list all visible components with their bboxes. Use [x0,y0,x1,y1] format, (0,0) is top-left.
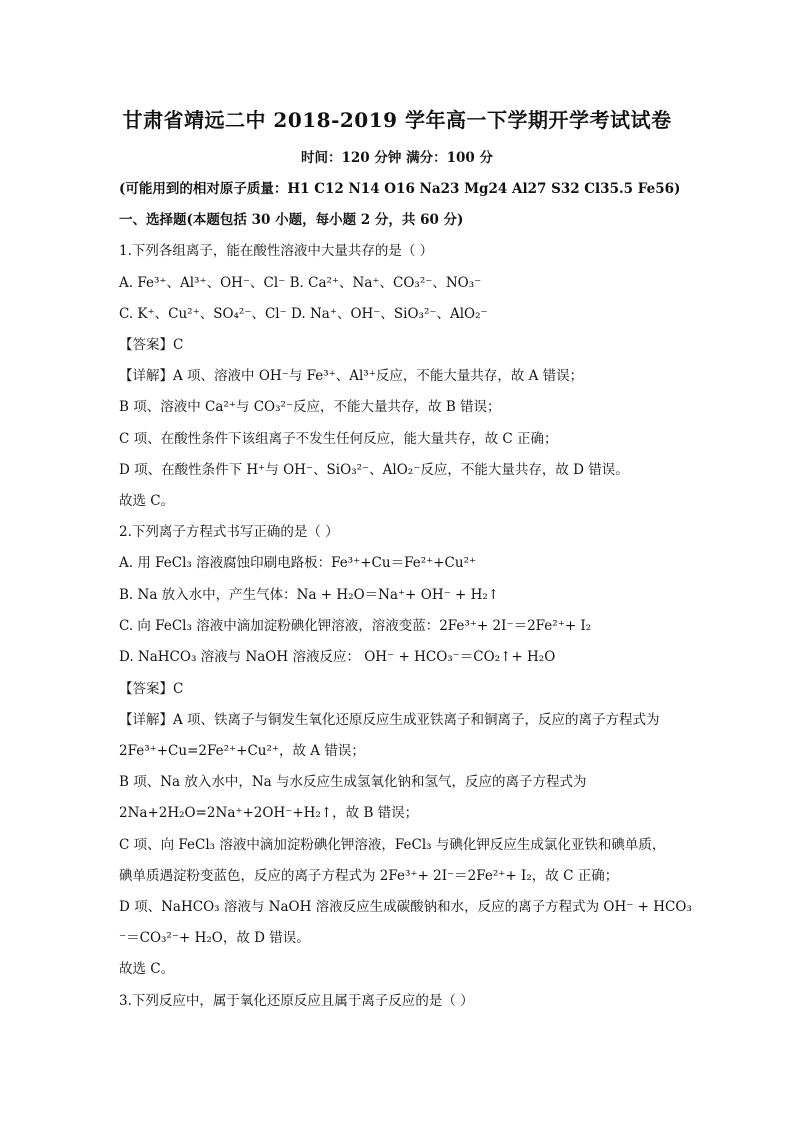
question-2-option-b: B. Na 放入水中，产生气体：Na + H₂O＝Na⁺+ OH⁻ + H₂↑ [119,587,500,603]
question-2-answer: 【答案】C [119,681,184,697]
question-2-explanation-7: D 项、NaHCO₃ 溶液与 NaOH 溶液反应生成碳酸钠和水，反应的离子方程式为 OH⁻ + HCO₃ [119,899,692,915]
question-2-explanation-2: 2Fe³⁺+Cu=2Fe²⁺+Cu²⁺，故 A 错误； [119,743,365,759]
question-2-conclusion: 故选 C。 [119,961,175,977]
question-1-options-cd: C. K⁺、Cu²⁺、SO₄²⁻、Cl⁻ D. Na⁺、OH⁻、SiO₃²⁻、AlO₂⁻ [119,306,488,322]
page-title: 甘肃省靖远二中 2018-2019 学年高一下学期开学考试试卷 [122,108,672,132]
atomic-mass-note: (可能用到的相对原子质量：H1 C12 N14 O16 Na23 Mg24 Al27 S32 Cl35.5 Fe56) [119,181,681,197]
question-1-stem: 1.下列各组离子，能在酸性溶液中大量共存的是（ ） [119,243,434,259]
section-heading: 一、选择题(本题包括 30 小题，每小题 2 分，共 60 分) [119,212,464,228]
question-2-explanation-1: 【详解】A 项、铁离子与铜发生氧化还原反应生成亚铁离子和铜离子，反应的离子方程式为 [119,712,660,728]
question-1-conclusion: 故选 C。 [119,493,175,509]
question-2-explanation-3: B 项、Na 放入水中，Na 与水反应生成氢氧化钠和氢气，反应的离子方程式为 [119,774,587,790]
question-2-explanation-4: 2Na+2H₂O=2Na⁺+2OH⁻+H₂↑，故 B 错误； [119,805,419,821]
question-2-explanation-8: ⁻＝CO₃²⁻+ H₂O，故 D 错误。 [119,930,310,946]
question-1-explanation-1: 【详解】A 项、溶液中 OH⁻与 Fe³⁺、Al³⁺反应，不能大量共存，故 A 错误； [119,368,584,384]
question-2-explanation-6: 碘单质遇淀粉变蓝色，反应的离子方程式为 2Fe³⁺+ 2I⁻＝2Fe²⁺+ I₂，故 C 正确； [119,868,619,884]
question-2-explanation-5: C 项、向 FeCl₃ 溶液中滴加淀粉碘化钾溶液，FeCl₃ 与碘化钾反应生成氯化亚铁和碘单质， [119,837,666,853]
question-2-option-c: C. 向 FeCl₃ 溶液中滴加淀粉碘化钾溶液，溶液变蓝：2Fe³⁺+ 2I⁻＝2Fe²⁺+ I₂ [119,618,592,634]
question-2-stem: 2.下列离子方程式书写正确的是（ ） [119,524,339,540]
question-1-explanation-2: B 项、溶液中 Ca²⁺与 CO₃²⁻反应，不能大量共存，故 B 错误； [119,399,501,415]
question-3-stem: 3.下列反应中，属于氧化还原反应且属于离子反应的是（ ） [119,993,474,1009]
question-1-answer: 【答案】C [119,337,184,353]
question-2-option-a: A. 用 FeCl₃ 溶液腐蚀印刷电路板：Fe³⁺+Cu＝Fe²⁺+Cu²⁺ [119,555,477,571]
question-1-options-ab: A. Fe³⁺、Al³⁺、OH⁻、Cl⁻ B. Ca²⁺、Na⁺、CO₃²⁻、NO₃⁻ [119,275,482,291]
question-1-explanation-3: C 项、在酸性条件下该组离子不发生任何反应，能大量共存，故 C 正确； [119,431,558,447]
question-2-option-d: D. NaHCO₃ 溶液与 NaOH 溶液反应： OH⁻ + HCO₃⁻＝CO₂↑+ H₂O [119,649,556,665]
exam-time-score: 时间：120 分钟 满分：100 分 [301,150,493,166]
question-1-explanation-4: D 项、在酸性条件下 H⁺与 OH⁻、SiO₃²⁻、AlO₂⁻反应，不能大量共存，故 D 错误。 [119,462,629,478]
